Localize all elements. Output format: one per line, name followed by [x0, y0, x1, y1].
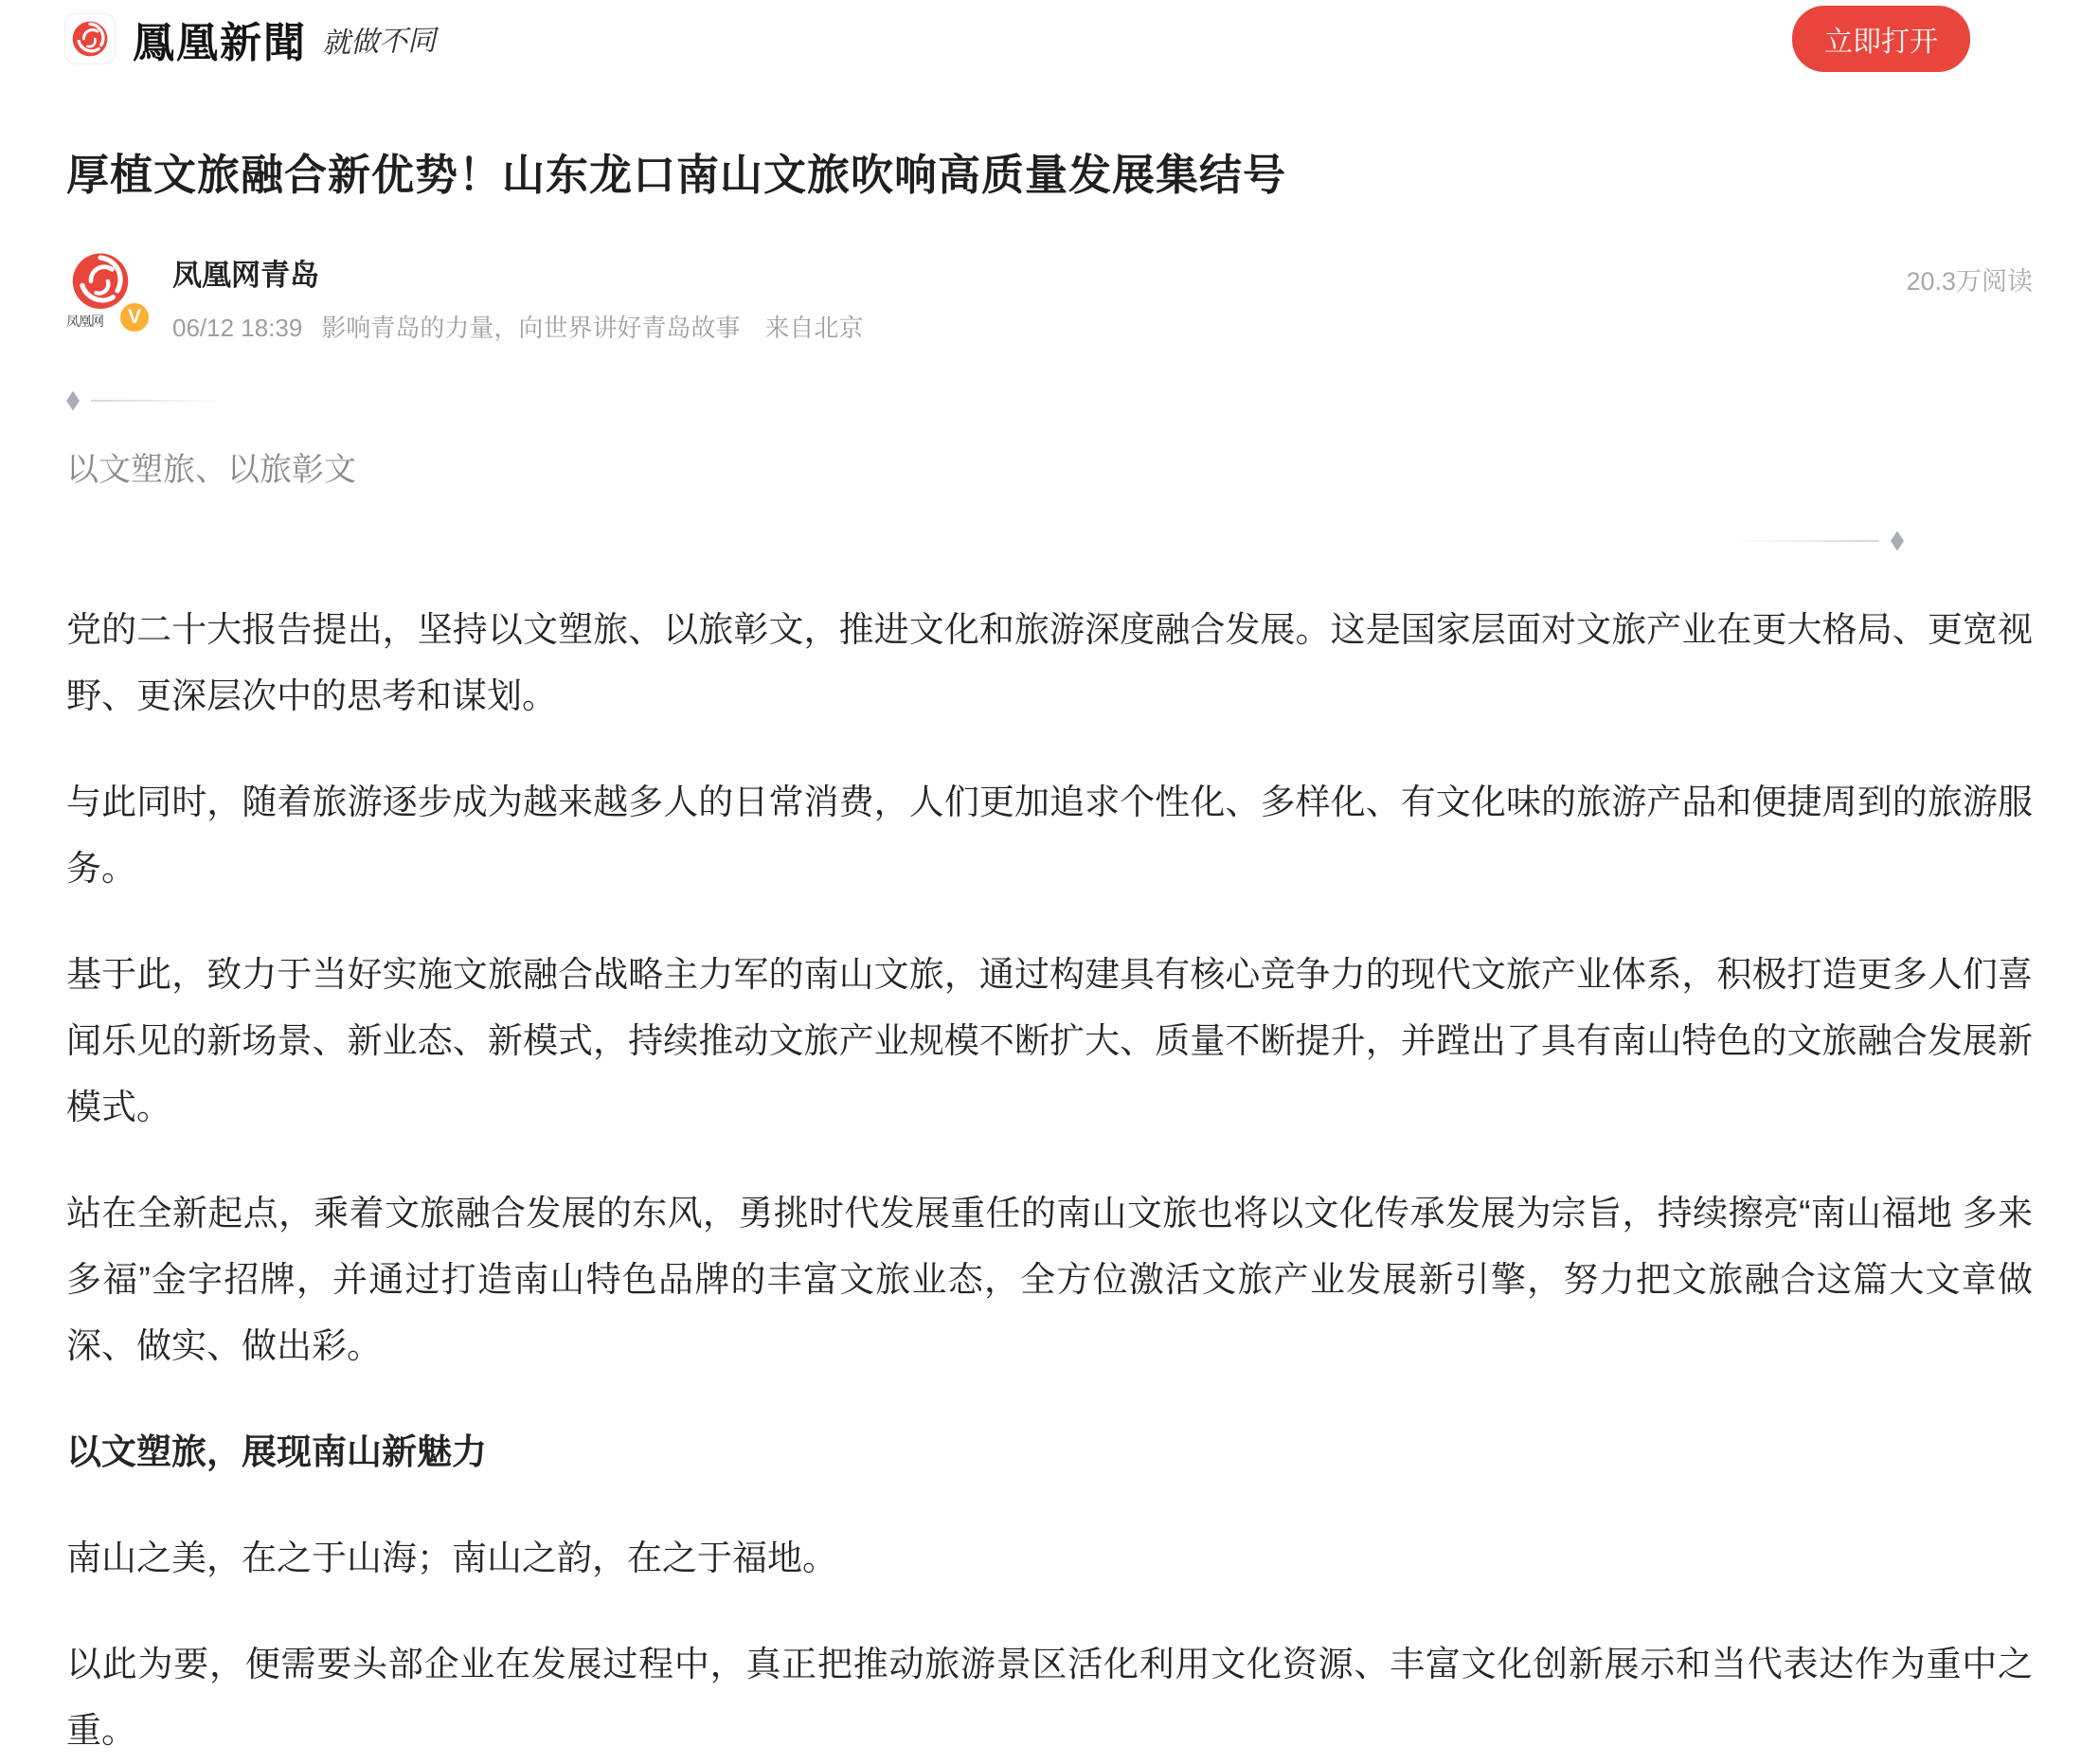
article-paragraph: 站在全新起点，乘着文旅融合发展的东风，勇挑时代发展重任的南山文旅也将以文化传承发展为宗旨，持续擦亮“南山福地 多来多福”金字招牌，并通过打造南山特色品牌的丰富文旅业态，全方位激活文旅产业发展新引擎，努力把文旅融合这篇大文章做深、做实、做出彩。: [66, 1193, 2033, 1365]
diamond-icon: [1891, 531, 1904, 551]
publish-location: 来自北京: [764, 313, 864, 342]
divider-line: [91, 400, 224, 402]
author-avatar[interactable]: [66, 249, 148, 331]
divider-line: [1730, 540, 1879, 542]
avatar-brand-text: 凤凰网: [66, 313, 103, 329]
phoenix-logo-icon[interactable]: [64, 13, 116, 64]
phoenix-swirl-icon: [70, 19, 110, 59]
author-subline: [172, 309, 863, 344]
app-header: [0, 0, 2099, 68]
brand-tagline: 就做不同: [321, 25, 437, 60]
article-container: [0, 148, 2099, 1764]
section-divider-bottom: [66, 531, 2033, 551]
author-meta-row: [66, 249, 2033, 344]
article-paragraph: 以文塑旅，展现南山新魅力: [66, 1431, 487, 1471]
article-paragraph: 南山之美，在之于山海；南山之韵，在之于福地。: [66, 1538, 837, 1577]
article-paragraph: 与此同时，随着旅游逐步成为越来越多人的日常消费，人们更加追求个性化、多样化、有文化味的旅游产品和便捷周到的旅游服务。: [66, 782, 2033, 888]
open-app-button[interactable]: 立即打开: [1792, 6, 1970, 72]
article-paragraph: 党的二十大报告提出，坚持以文塑旅、以旅彰文，推进文化和旅游深度融合发展。这是国家层面对文旅产业在更大格局、更宽视野、更深层次中的思考和谋划。: [66, 609, 2033, 715]
article-lede: 以文塑旅、以旅彰文: [66, 451, 356, 488]
read-count: 20.3万阅读: [1906, 266, 2033, 296]
diamond-icon: [66, 391, 80, 411]
author-description: 影响青岛的力量，向世界讲好青岛故事: [321, 313, 741, 342]
verified-badge-icon: V: [117, 300, 152, 334]
publish-date: 06/12 18:39: [172, 313, 303, 342]
brand-wordmark[interactable]: 鳳凰新聞: [133, 20, 307, 66]
section-divider-top: [66, 391, 2033, 411]
author-name[interactable]: 凤凰网青岛: [172, 258, 319, 292]
author-info: [172, 249, 863, 344]
article-paragraph: 以此为要，便需要头部企业在发展过程中，真正把推动旅游景区活化利用文化资源、丰富文化创新展示和当代表达作为重中之重。: [66, 1644, 2033, 1750]
article-title: 厚植文旅融合新优势！山东龙口南山文旅吹响高质量发展集结号: [66, 151, 1287, 199]
article-body: [66, 597, 2033, 1764]
article-paragraph: 基于此，致力于当好实施文旅融合战略主力军的南山文旅，通过构建具有核心竞争力的现代文旅产业体系，积极打造更多人们喜闻乐见的新场景、新业态、新模式，持续推动文旅产业规模不断扩大、质量不断提升，并蹚出了具有南山特色的文旅融合发展新模式。: [66, 954, 2033, 1126]
